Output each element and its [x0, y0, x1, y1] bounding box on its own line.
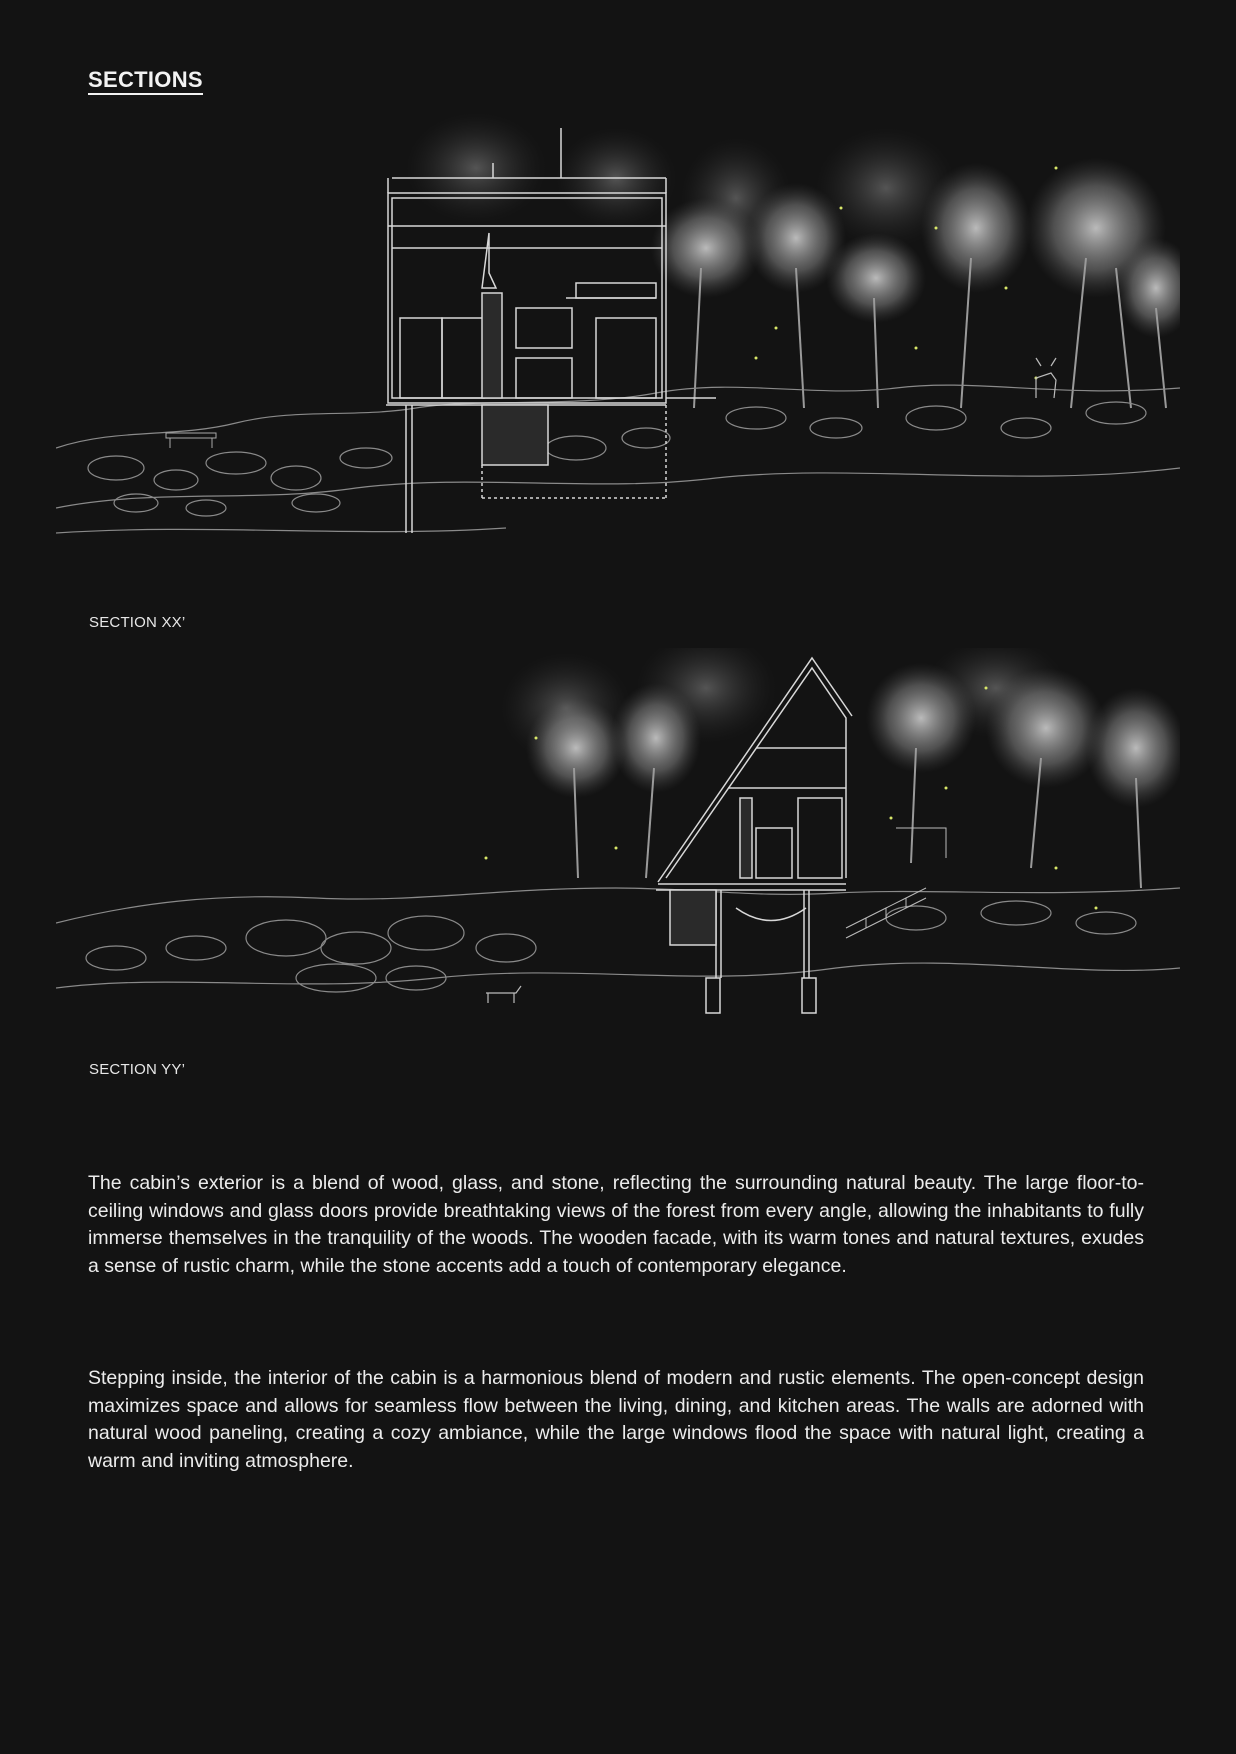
dog	[486, 986, 521, 1003]
section-xx-drawing	[56, 108, 1180, 608]
terrain	[56, 385, 1180, 533]
section-yy-label: SECTION YY’	[89, 1061, 186, 1078]
section-yy-svg	[56, 648, 1180, 1058]
stairs	[846, 828, 946, 938]
body-paragraph-2: Stepping inside, the interior of the cabin is a harmonious blend of modern and rustic elements. The open-concept design maximizes space and allows for seamless flow between the living, dining, and kitchen areas. The walls are adorned with natural wood paneling, creating a cozy ambiance, while the large windows flood the space with natural light, creating a warm and inviting atmosphere.	[88, 1367, 1144, 1472]
deer	[1036, 358, 1056, 398]
section-yy-drawing	[56, 648, 1180, 1058]
bench	[166, 433, 216, 448]
page-title: SECTIONS	[88, 68, 203, 95]
section-xx-label: SECTION XX’	[89, 614, 186, 631]
body-paragraph-1: The cabin’s exterior is a blend of wood, glass, and stone, reflecting the surrounding natural beauty. The large floor-to-ceiling windows and glass doors provide breathtaking views of the forest from every angle, allowing the inhabitants to fully immerse themselves in the tranquility of the woods. The wooden facade, with its warm tones and natural textures, exudes a sense of rustic charm, while the stone accents add a touch of contemporary elegance.	[88, 1172, 1144, 1277]
section-xx-svg	[56, 108, 1180, 608]
terrain	[56, 888, 1180, 992]
